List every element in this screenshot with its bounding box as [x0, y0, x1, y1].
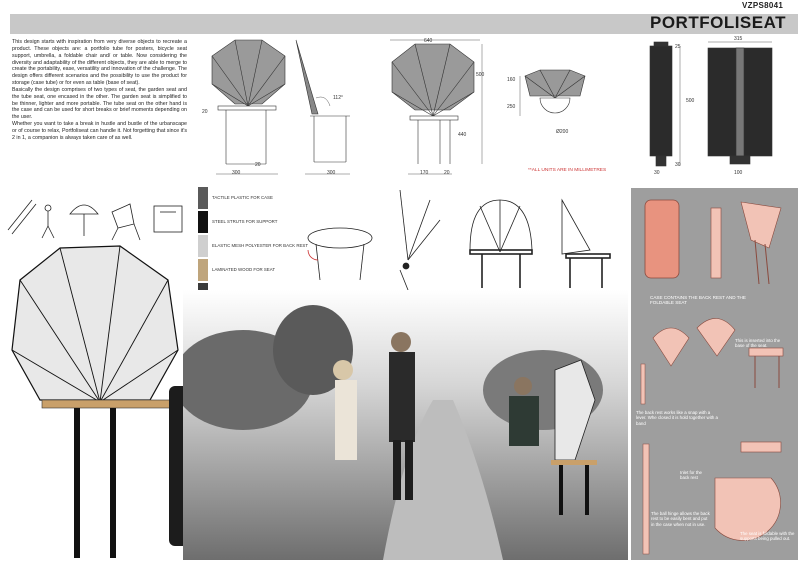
- folding-chair-sketch: [112, 204, 134, 228]
- dim-top-width: 640: [424, 38, 433, 44]
- case-front-drawing: [708, 42, 772, 164]
- table-sketch: [308, 228, 372, 248]
- dim-base-20: 20: [444, 170, 450, 176]
- back-view-drawing: [390, 40, 485, 174]
- dim-side-angle: 112°: [333, 95, 343, 101]
- material-swatch: [198, 235, 208, 257]
- dim-plan-160: 160: [507, 77, 516, 83]
- step-ball-hinge: The ball hinge allows the back rest to be easily bent and put in the case when not in use.: [651, 511, 710, 527]
- material-label: ELASTIC MESH POLYESTER FOR BACK REST: [212, 243, 309, 248]
- backrest-fan-drawing: [653, 328, 689, 366]
- material-label: TACTILE PLASTIC FOR CASE: [212, 195, 273, 200]
- front-view-drawing: [212, 40, 285, 174]
- ball-hinge-rod-drawing: [643, 444, 649, 554]
- person-man-seated: [514, 377, 532, 395]
- umbrella-sketch: [70, 205, 98, 214]
- case-sketch: [154, 206, 182, 232]
- garden-seat-render: [0, 240, 190, 565]
- project-code: VZPS8041: [742, 1, 784, 10]
- step-inlet: Inlet for the back rest: [680, 470, 702, 481]
- mechanism-sketches: [300, 180, 630, 290]
- material-swatch: [198, 187, 208, 209]
- step-foldable: The seat is foldable with the supports being pulled out.: [740, 531, 795, 542]
- dim-case-315: 315: [734, 36, 743, 42]
- material-label: LAMINATED WOOD FOR SEAT: [212, 267, 276, 272]
- folded-seat-drawing: [741, 202, 781, 248]
- dim-front-base: 20: [255, 162, 261, 168]
- page-title: PORTFOLISEAT: [649, 13, 786, 32]
- folded-seat-sketch: [562, 200, 590, 254]
- dim-case-25: 25: [675, 44, 681, 50]
- material-swatch: [198, 259, 208, 281]
- case-side-drawing: [650, 42, 680, 166]
- dim-plan-diameter: Ø200: [556, 129, 569, 135]
- person-sketch: [45, 205, 51, 211]
- person-man-standing: [391, 332, 411, 352]
- case-caption: CASE CONTAINS THE BACK REST AND THE FOLDABLE SEAT: [650, 295, 746, 306]
- dim-case-30-h: 30: [675, 162, 681, 168]
- step-back-rest: The back rest works like a snap with a lever. Whe closed it is hold together with a band: [636, 410, 719, 426]
- description-paragraph-1: This design starts with inspiration from very diverse objects to recreate a product. These objects are: a portfolio tube for posters, bicycle seat support, umbrella, a foldable chair and/ or table. Now considering the diversity and adaptability of the different objects, they are able to merge to create the portability, ease, versatility and innovation of the challenge. The design offers different scenarios and the possibility to use the product for storage (case tube) or for even as table (base of seat).: [12, 39, 187, 87]
- dim-case-30-w: 30: [654, 170, 660, 176]
- dim-tall-height: 500: [476, 72, 485, 78]
- back-rest-rod-drawing: [711, 208, 721, 278]
- dim-front-side: 20: [202, 109, 208, 115]
- description-paragraph-2: Basically the design comprises of two types of seat, the garden seat and the tube seat, one encased in the other. The garden seat is simplified to be thinner, lighter and more portable. The tube seat on the other hand is the case and can be used for short breaks or brief moments depending on the user.: [12, 86, 187, 121]
- portfolio-tube-sketch: [8, 200, 32, 230]
- dim-case-500: 500: [686, 98, 695, 104]
- side-view-drawing: [296, 40, 350, 174]
- person-woman: [333, 360, 353, 380]
- fan-seat-sketch: [470, 200, 532, 250]
- dim-base-170: 170: [420, 170, 429, 176]
- dim-case-100: 100: [734, 170, 743, 176]
- step-inserted: This is inserted into the base of the seat.: [735, 338, 781, 349]
- material-swatch: [198, 211, 208, 233]
- lifestyle-photo: [183, 290, 628, 560]
- case-open-drawing: [645, 200, 679, 278]
- hinge-sketch: [400, 190, 408, 260]
- dim-plan-250: 250: [507, 104, 516, 110]
- technical-drawings: [190, 36, 800, 186]
- dim-seat-height: 440: [458, 132, 467, 138]
- dim-front-width: 300: [232, 170, 241, 176]
- dim-side-width: 300: [327, 170, 336, 176]
- units-note: **ALL UNITS ARE IN MILLIMETRES: [528, 168, 607, 173]
- material-label: STEEL STRUTS FOR SUPPORT: [212, 219, 278, 224]
- description-text: [12, 39, 187, 142]
- seat-plate-drawing: [741, 442, 781, 452]
- plan-view-drawing: [520, 70, 585, 116]
- instructions-drawings: [631, 188, 798, 560]
- description-paragraph-3: Whether you want to take a break in hustle and bustle of the urbanscape or of course to relax, Portfoliseat can handle it. Not forgetting that since it's 2 in 1, a companion is always taken care of as well.: [12, 121, 187, 141]
